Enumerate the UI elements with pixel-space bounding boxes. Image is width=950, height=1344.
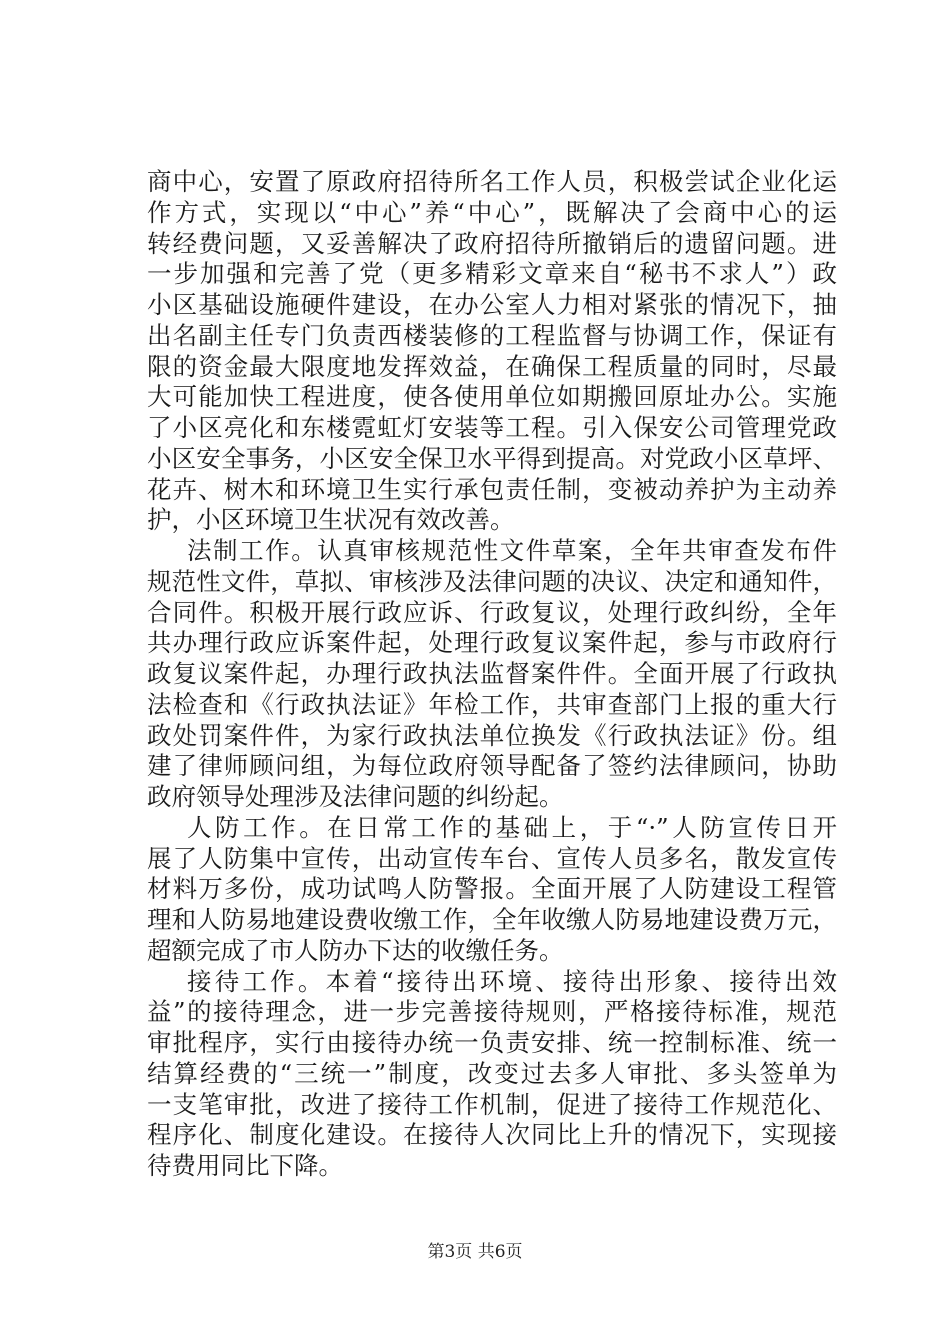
text-line: 护，小区环境卫生状况有效改善。 [147,505,515,534]
text-line: 超额完成了市人防办下达的收缴任务。 [147,936,564,965]
text-line: 理和人防易地建设费收缴工作，全年收缴人防易地建设费万元， [147,905,837,934]
text-line: 材料万多份，成功试鸣人防警报。全面开展了人防建设工程管 [147,874,837,903]
text-line: 共办理行政应诉案件起，处理行政复议案件起，参与市政府行 [147,628,837,657]
text-line: 花卉、树木和环境卫生实行承包责任制，变被动养护为主动养 [147,475,837,504]
text-line: 待费用同比下降。 [147,1151,343,1180]
paragraph-heading-line: 人防工作。在日常工作的基础上，于“·”人防宣传日开 [187,813,837,842]
text-line: 政处罚案件件，为家行政执法单位换发《行政执法证》份。组 [147,721,837,750]
text-line: 商中心，安置了原政府招待所名工作人员，积极尝试企业化运 [147,167,837,196]
text-line: 了小区亮化和东楼霓虹灯安装等工程。引入保安公司管理党政 [147,413,837,442]
text-line: 审批程序，实行由接待办统一负责安排、统一控制标准、统一 [147,1028,837,1057]
text-line: 益”的接待理念，进一步完善接待规则，严格接待标准，规范 [147,997,837,1026]
text-line: 一步加强和完善了党（更多精彩文章来自“秘书不求人”）政 [147,259,837,288]
paragraph-heading-line: 法制工作。认真审核规范性文件草案，全年共审查发布件 [187,536,837,565]
text-line: 大可能加快工程进度，使各使用单位如期搬回原址办公。实施 [147,382,837,411]
text-line: 合同件。积极开展行政应诉、行政复议，处理行政纠纷，全年 [147,598,837,627]
text-line: 出名副主任专门负责西楼装修的工程监督与协调工作，保证有 [147,321,837,350]
text-line: 作方式，实现以“中心”养“中心”，既解决了会商中心的运 [147,198,837,227]
text-line: 结算经费的“三统一”制度，改变过去多人审批、多头签单为 [147,1059,837,1088]
text-line: 小区基础设施硬件建设，在办公室人力相对紧张的情况下，抽 [147,290,837,319]
text-line: 小区安全事务，小区安全保卫水平得到提高。对党政小区草坪、 [147,444,837,473]
text-line: 展了人防集中宣传，出动宣传车台、宣传人员多名，散发宣传 [147,844,837,873]
text-line: 建了律师顾问组，为每位政府领导配备了签约法律顾问，协助 [147,751,837,780]
text-line: 法检查和《行政执法证》年检工作，共审查部门上报的重大行 [147,690,837,719]
text-line: 转经费问题，又妥善解决了政府招待所撤销后的遗留问题。进 [147,229,837,258]
text-line: 限的资金最大限度地发挥效益，在确保工程质量的同时，尽最 [147,352,837,381]
text-line: 规范性文件，草拟、审核涉及法律问题的决议、决定和通知件， [147,567,837,596]
text-line: 政府领导处理涉及法律问题的纠纷起。 [147,782,564,811]
text-line: 程序化、制度化建设。在接待人次同比上升的情况下，实现接 [147,1120,837,1149]
page-footer: 第3页 共6页 [427,1242,523,1262]
text-line: 一支笔审批，改进了接待工作机制，促进了接待工作规范化、 [147,1090,837,1119]
paragraph-heading-line: 接待工作。本着“接待出环境、接待出形象、接待出效 [187,967,837,996]
text-line: 政复议案件起，办理行政执法监督案件件。全面开展了行政执 [147,659,837,688]
